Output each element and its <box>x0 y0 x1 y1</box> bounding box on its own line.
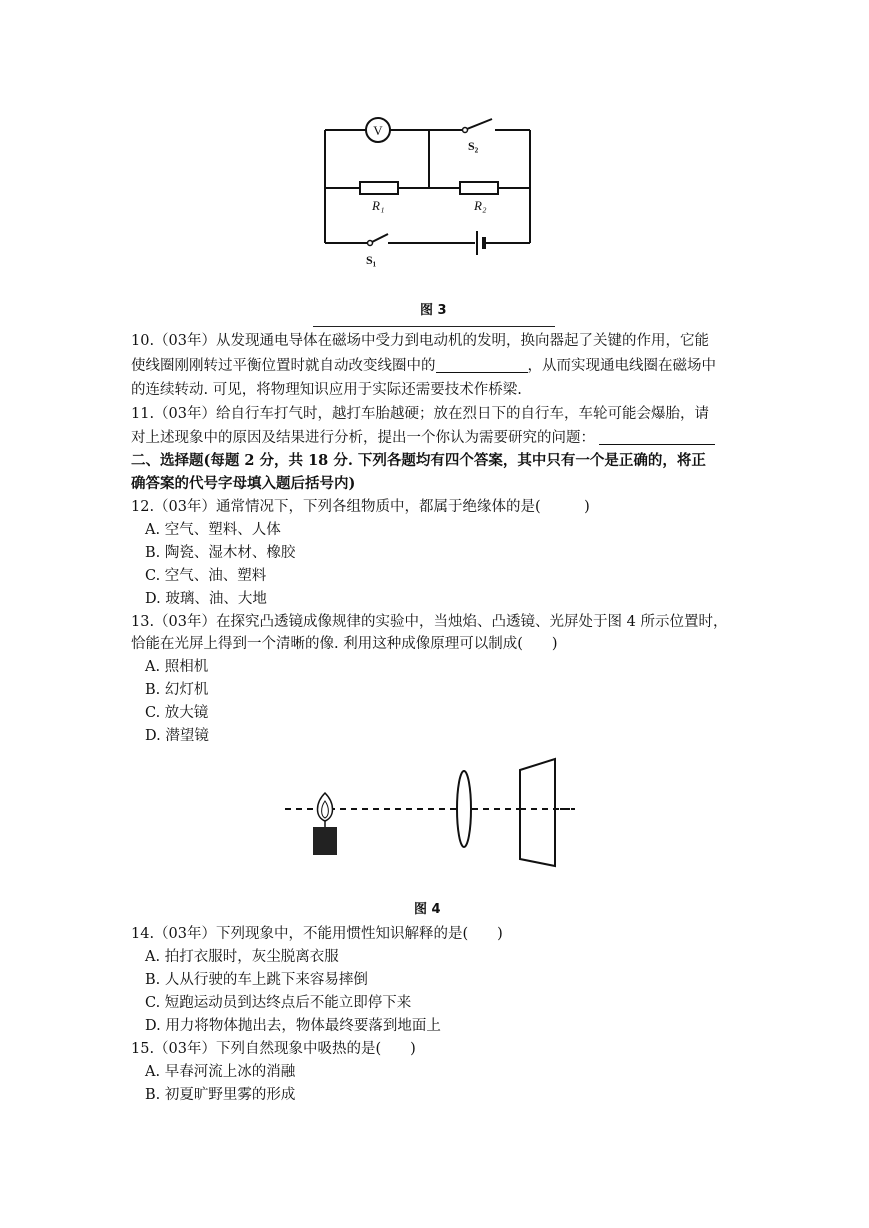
q10-line-1: 10.（03年）从发现通电导体在磁场中受力到电动机的发明，换向器起了关键的作用，它能 <box>131 333 710 349</box>
q11-line-2-text: 对上述现象中的原因及结果进行分析，提出一个你认为需要研究的问题： <box>131 430 595 446</box>
switch-s1 <box>372 234 388 242</box>
q15-stem: 15.（03年）下列自然现象中吸热的是( ) <box>131 1041 416 1057</box>
q10-line-2a: 使线圈刚刚转过平衡位置时就自动改变线圈中的 <box>131 358 436 374</box>
section-2-heading-2: 确答案的代号字母填入题后括号内) <box>131 475 356 492</box>
figure-3-caption: 图 3 <box>420 303 447 318</box>
separator-line <box>313 326 555 327</box>
q14-option-a: A. 拍打衣服时，灰尘脱离衣服 <box>145 949 339 965</box>
resistor-r2 <box>460 182 498 194</box>
q11-answer-blank[interactable] <box>599 428 715 445</box>
q12-option-a: A. 空气、塑料、人体 <box>145 522 281 538</box>
q12-stem: 12.（03年）通常情况下，下列各组物质中，都属于绝缘体的是( ) <box>131 499 590 515</box>
section-2-heading-1: 二、选择题(每题 2 分，共 18 分. 下列各题均有四个答案，其中只有一个是正确的，将正 <box>131 452 706 469</box>
candle-body <box>313 827 337 855</box>
q12-option-c: C. 空气、油、塑料 <box>145 568 267 584</box>
q13-option-d: D. 潜望镜 <box>145 728 209 744</box>
r1-label: R₁ <box>372 198 385 213</box>
q13-line-2: 恰能在光屏上得到一个清晰的像. 利用这种成像原理可以制成( ) <box>131 636 558 652</box>
q10-answer-blank[interactable] <box>436 356 528 373</box>
r2-label: R₂ <box>474 198 487 213</box>
q12-option-b: B. 陶瓷、湿木材、橡胶 <box>145 545 296 561</box>
s1-label: S₁ <box>366 253 377 267</box>
voltmeter-label: V <box>373 123 383 138</box>
light-screen <box>520 759 555 866</box>
optics-diagram <box>265 745 605 895</box>
q14-stem: 14.（03年）下列现象中，不能用惯性知识解释的是( ) <box>131 926 503 942</box>
resistor-r1 <box>360 182 398 194</box>
q10-line-2 <box>131 355 716 377</box>
q10-line-2b: ，从而实现通电线圈在磁场中 <box>527 358 716 374</box>
q15-option-b: B. 初夏旷野里雾的形成 <box>145 1087 296 1103</box>
q14-option-c: C. 短跑运动员到达终点后不能立即停下来 <box>145 995 412 1011</box>
q13-option-b: B. 幻灯机 <box>145 682 209 698</box>
q14-option-d: D. 用力将物体抛出去，物体最终要落到地面上 <box>145 1018 441 1034</box>
candle-flame <box>318 793 333 821</box>
circuit-diagram <box>300 110 550 290</box>
q12-option-d: D. 玻璃、油、大地 <box>145 591 267 607</box>
q14-option-b: B. 人从行驶的车上跳下来容易摔倒 <box>145 972 368 988</box>
q11-line-1: 11.（03年）给自行车打气时，越打车胎越硬；放在烈日下的自行车，车轮可能会爆胎，请 <box>131 406 710 422</box>
q13-line-1: 13.（03年）在探究凸透镜成像规律的实验中，当烛焰、凸透镜、光屏处于图 4 所示位置时， <box>131 614 728 630</box>
q13-option-c: C. 放大镜 <box>145 705 209 721</box>
q15-option-a: A. 早春河流上冰的消融 <box>145 1064 296 1080</box>
s2-label: S₂ <box>468 139 479 153</box>
figure-4-caption: 图 4 <box>414 902 441 917</box>
q13-option-a: A. 照相机 <box>145 659 209 675</box>
q10-line-3: 的连续转动. 可见，将物理知识应用于实际还需要技术作桥梁. <box>131 382 522 398</box>
q11-line-2 <box>131 427 715 449</box>
switch-s2 <box>467 119 492 129</box>
